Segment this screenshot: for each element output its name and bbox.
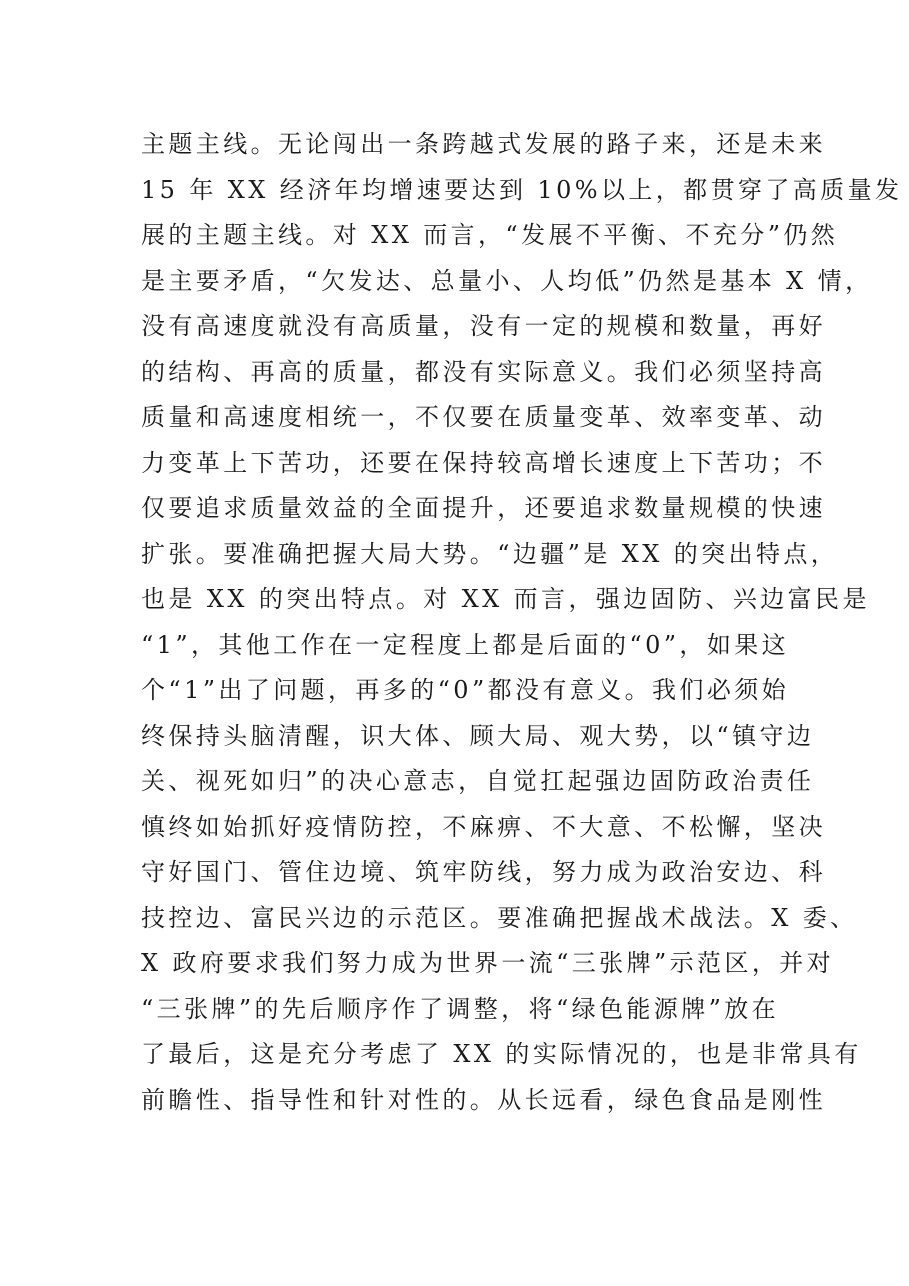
text-line: 是主要矛盾，“欠发达、总量小、人均低”仍然是基本 X 情，: [141, 266, 873, 295]
text-line: 没有高速度就没有高质量，没有一定的规模和数量，再好: [141, 312, 826, 340]
text-line: 仅要追求质量效益的全面提升，还要追求数量规模的快速: [141, 494, 826, 522]
text-line: 慎终如始抓好疫情防控，不麻痹、不大意、不松懈，坚决: [141, 812, 826, 841]
text-line: 扩张。要准确把握大局大势。“边疆”是 XX 的突出特点，: [141, 539, 839, 568]
text-line: 展的主题主线。对 XX 而言，“发展不平衡、不充分”仍然: [141, 221, 839, 249]
text-line: X 政府要求我们努力成为世界一流“三张牌”示范区，并对: [141, 949, 835, 977]
text-line: “三张牌”的先后顺序作了调整，将“绿色能源牌”放在: [141, 994, 780, 1023]
text-line: 守好国门、管住边境、筑牢防线，努力成为政治安边、科: [141, 858, 826, 886]
text-line: 主题主线。无论闯出一条跨越式发展的路子来，还是未来: [141, 130, 826, 158]
text-line: “1”，其他工作在一定程度上都是后面的“0”，如果这: [141, 630, 790, 659]
text-line: 了最后，这是充分考虑了 XX 的实际情况的，也是非常具有: [141, 1040, 862, 1068]
text-line: 前瞻性、指导性和针对性的。从长远看，绿色食品是刚性: [141, 1085, 826, 1114]
text-line: 技控边、富民兴边的示范区。要准确把握战术战法。X 委、: [141, 903, 858, 932]
text-line: 个“1”出了问题，再多的“0”都没有意义。我们必须始: [141, 676, 790, 704]
text-line: 15 年 XX 经济年均增速要达到 10%以上，都贯穿了高质量发: [141, 175, 903, 204]
text-line: 终保持头脑清醒，识大体、顾大局、观大势，以“镇守边: [141, 721, 815, 750]
text-line: 的结构、再高的质量，都没有实际意义。我们必须坚持高: [141, 357, 826, 386]
text-line: 质量和高速度相统一，不仅要在质量变革、效率变革、动: [141, 403, 826, 431]
document-body-text: [141, 122, 903, 1123]
text-line: 关、视死如归”的决心意志，自觉扛起强边固防政治责任: [141, 767, 815, 795]
text-line: 力变革上下苦功，还要在保持较高增长速度上下苦功；不: [141, 448, 826, 477]
text-line: 也是 XX 的突出特点。对 XX 而言，强边固防、兴边富民是: [141, 585, 870, 613]
